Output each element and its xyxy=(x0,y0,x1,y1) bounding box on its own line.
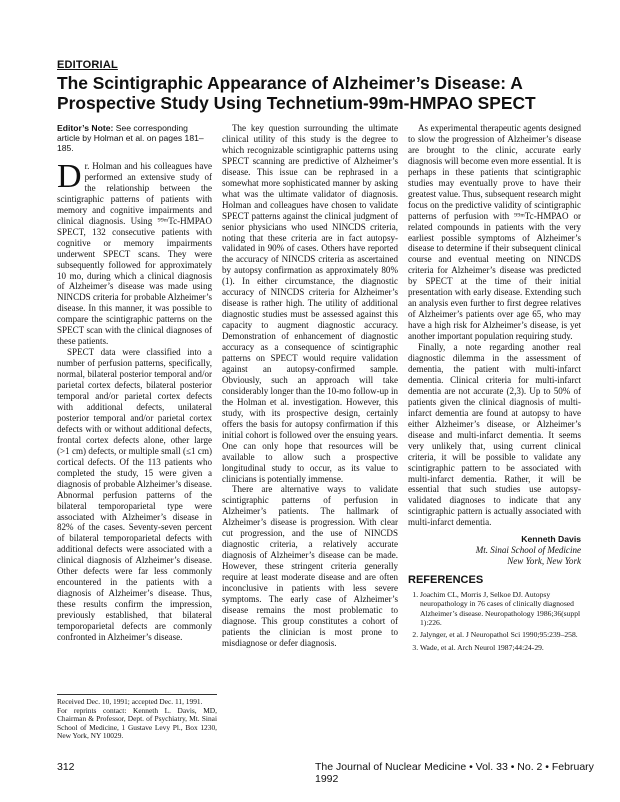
reference-item: 2. Jalynger, et al. J Neuropathol Sci 1990;95:239–258. xyxy=(420,630,581,639)
paragraph: As experimental therapeutic agents designed to slow the progression of Alzheimer’s disease are brought to the clinic, accurate early diagnosis will become even more essential. It is perhaps in these patients that scintigraphic studies may eventually prove to have their greatest value. Thus, subsequent research might focus on the predictive validity of scintigraphic patterns of perfusion with ⁹⁹ᵐTc-HMPAO or related compounds in patients with the very earliest possible symptoms of Alzheimer’s disease to determine if their subsequent clinical course and eventual meeting on NINCDS criteria for Alzheimer’s disease was predicted by SPECT at the time of their initial presentation with early disease. Extending such an analysis even further to first degree relatives of Alzheimer’s patients over age 65, who may have a high risk for Alzheimer’s disease, is yet another important population requiring study. xyxy=(408,123,581,342)
references-heading: REFERENCES xyxy=(408,574,484,587)
editors-note-label: Editor’s Note: xyxy=(57,123,114,133)
received-date: Received Dec. 10, 1991; accepted Dec. 11, 1991. xyxy=(57,697,203,706)
references-list xyxy=(408,590,581,652)
paragraph-text: r. Holman and his colleagues have performed an extensive study of the relationship between the scintigraphic patterns of patients with memory and cognitive impairments and clinical diagnosis. Using ⁹⁹ᵐTc-HMPAO SPECT, 132 consecutive patients with cognitive or memory impairments underwent SPECT scans. They were subsequently followed for approximately 10 mo, during which a clinical diagnosis of Alzheimer’s disease was made using NINCDS criteria for probable Alzheimer’s disease. In this manner, it was possible to compare the scintigraphic patterns on the SPECT scan with the clinical diagnoses of these patients. xyxy=(57,161,212,347)
page-number: 312 xyxy=(57,761,75,773)
author-affiliation: Mt. Sinai School of Medicine xyxy=(475,545,581,556)
reference-item: 3. Wade, et al. Arch Neurol 1987;44:24-29. xyxy=(420,643,581,652)
signature xyxy=(408,534,581,567)
editors-note xyxy=(57,123,212,153)
paragraph: Finally, a note regarding another real diagnostic dilemma in the assessment of dementia, the patient with multi-infarct dementia. Clinical criteria for multi-infarct dementia are not accurate (2,3). Up to 50% of patients given the clinical diagnosis of multi-infarct dementia are found at autopsy to have either Alzheimer’s disease, or Alzheimer’s disease and multi-infarct dementia. It seems very unlikely that, using current clinical criteria, it will be possible to validate any scintigraphic pattern to be associated with multi-infarct dementia. Rather, it will be essential that such studies use autopsy-validated diagnoses to indicate that any scintigraphic pattern is actually associated with multi-infarct dementia. xyxy=(408,342,581,528)
reference-item: 1. Joachim CL, Morris J, Selkoe DJ. Autopsy neuropathology in 76 cases of clinically diagnosed Alzheimer’s disease. Neuropathology 1986;36(suppl 1):226. xyxy=(420,590,581,627)
paragraph: SPECT data were classified into a number of perfusion patterns, specifically, normal, bilateral posterior temporal and/or parietal cortex defects, bilateral posterior temporal and/or parietal cortex defects with additional defects, unilateral posterior temporal and/or parietal cortex defects with or without additional defects, frontal cortex defects alone, other large (>1 cm) defects, or multiple small (≤1 cm) cortical defects. Of the 113 patients who completed the study, 15 were given a diagnosis of probable Alzheimer’s disease. Abnormal perfusion patterns of the bilateral temporoparietal type were associated with Alzheimer’s disease in 82% of the cases. Seventy-seven percent of bilateral temporoparietal defects with additional defects were associated with a clinical diagnosis of Alzheimer’s disease. Other defects were far less commonly encountered in the patients with a diagnosis of Alzheimer’s disease. Thus, these results confirm the impression, previously established, that bilateral temporoparietal defects are commonly confronted in Alzheimer’s disease. xyxy=(57,347,212,642)
article-title: The Scintigraphic Appearance of Alzheimer’s Disease: A Prospective Study Using Technetium-99m-HMPAO SPECT xyxy=(57,73,536,113)
author-name: Kenneth Davis xyxy=(521,534,581,545)
section-label: EDITORIAL xyxy=(57,59,118,71)
paragraph: The key question surrounding the ultimate clinical utility of this study is the degree to which recognizable scintigraphic patterns using SPECT scanning are predictive of Alzheimer’s disease. This issue can be rephrased in a somewhat more sophisticated manner by asking what was the ultimate validator of diagnosis. Holman and colleagues have chosen to validate SPECT patterns against the clinical judgment of senior physicians who used NINCDS criteria, noting that these criteria are in fact autopsy-validated in 90% of cases. Others have reported the accuracy of NINCDS criteria as ascertained by autopsy confirmation as approximately 80% (1). In either circumstance, the diagnostic accuracy of NINCDS criteria for Alzheimer’s disease is rather high. The utility of additional diagnostic studies must be assessed against this capacity to augment diagnostic accuracy. Demonstration of enhancement of diagnostic accuracy as a consequence of scintigraphic patterns on SPECT would require validation against an autopsy-confirmed sample. Obviously, such an approach will take considerably longer than the 10-mo follow-up in the Holman et al. investigation. However, this study, with its prospective design, certainly offers the basis for autopsy confirmation if this initial cohort is followed over the ensuing years. One can only hope that resources will be available to allow such a prospective longitudinal study to occur, as its value to clinicians is potentially immense. xyxy=(222,123,398,484)
paragraph: There are alternative ways to validate scintigraphic patterns of perfusion in Alzheimer’s patients. The hallmark of Alzheimer’s disease is progression. With clear cut progression, and the use of NINCDS diagnostic criteria, a relatively accurate diagnosis of Alzheimer’s disease can be made. However, these stringent criteria generally require at least moderate disease and are often inconclusive in patients with less severe symptoms. The early case of Alzheimer’s disease remains the most problematic to diagnose. This group constitutes a cohort of patients the clinician is most prone to misdiagnose or defer diagnosis. xyxy=(222,484,398,648)
author-location: New York, New York xyxy=(507,556,581,567)
footnote xyxy=(57,694,217,741)
column-1 xyxy=(57,123,212,643)
journal-footer: The Journal of Nuclear Medicine • Vol. 33 • No. 2 • February 1992 xyxy=(315,761,594,785)
column-3 xyxy=(408,123,581,655)
reprints-contact: For reprints contact: Kenneth L. Davis, MD, Chairman & Professor, Dept. of Psychiatry, Mt. Sinai School of Medicine, 1 Gustave Levy Pl., Box 1230, New York, NY 10029. xyxy=(57,705,217,741)
drop-cap: D xyxy=(57,158,82,195)
paragraph xyxy=(57,158,212,347)
editors-note-text: See corresponding article by Holman et al. on pages 181–185. xyxy=(57,123,204,153)
column-2 xyxy=(222,123,398,649)
